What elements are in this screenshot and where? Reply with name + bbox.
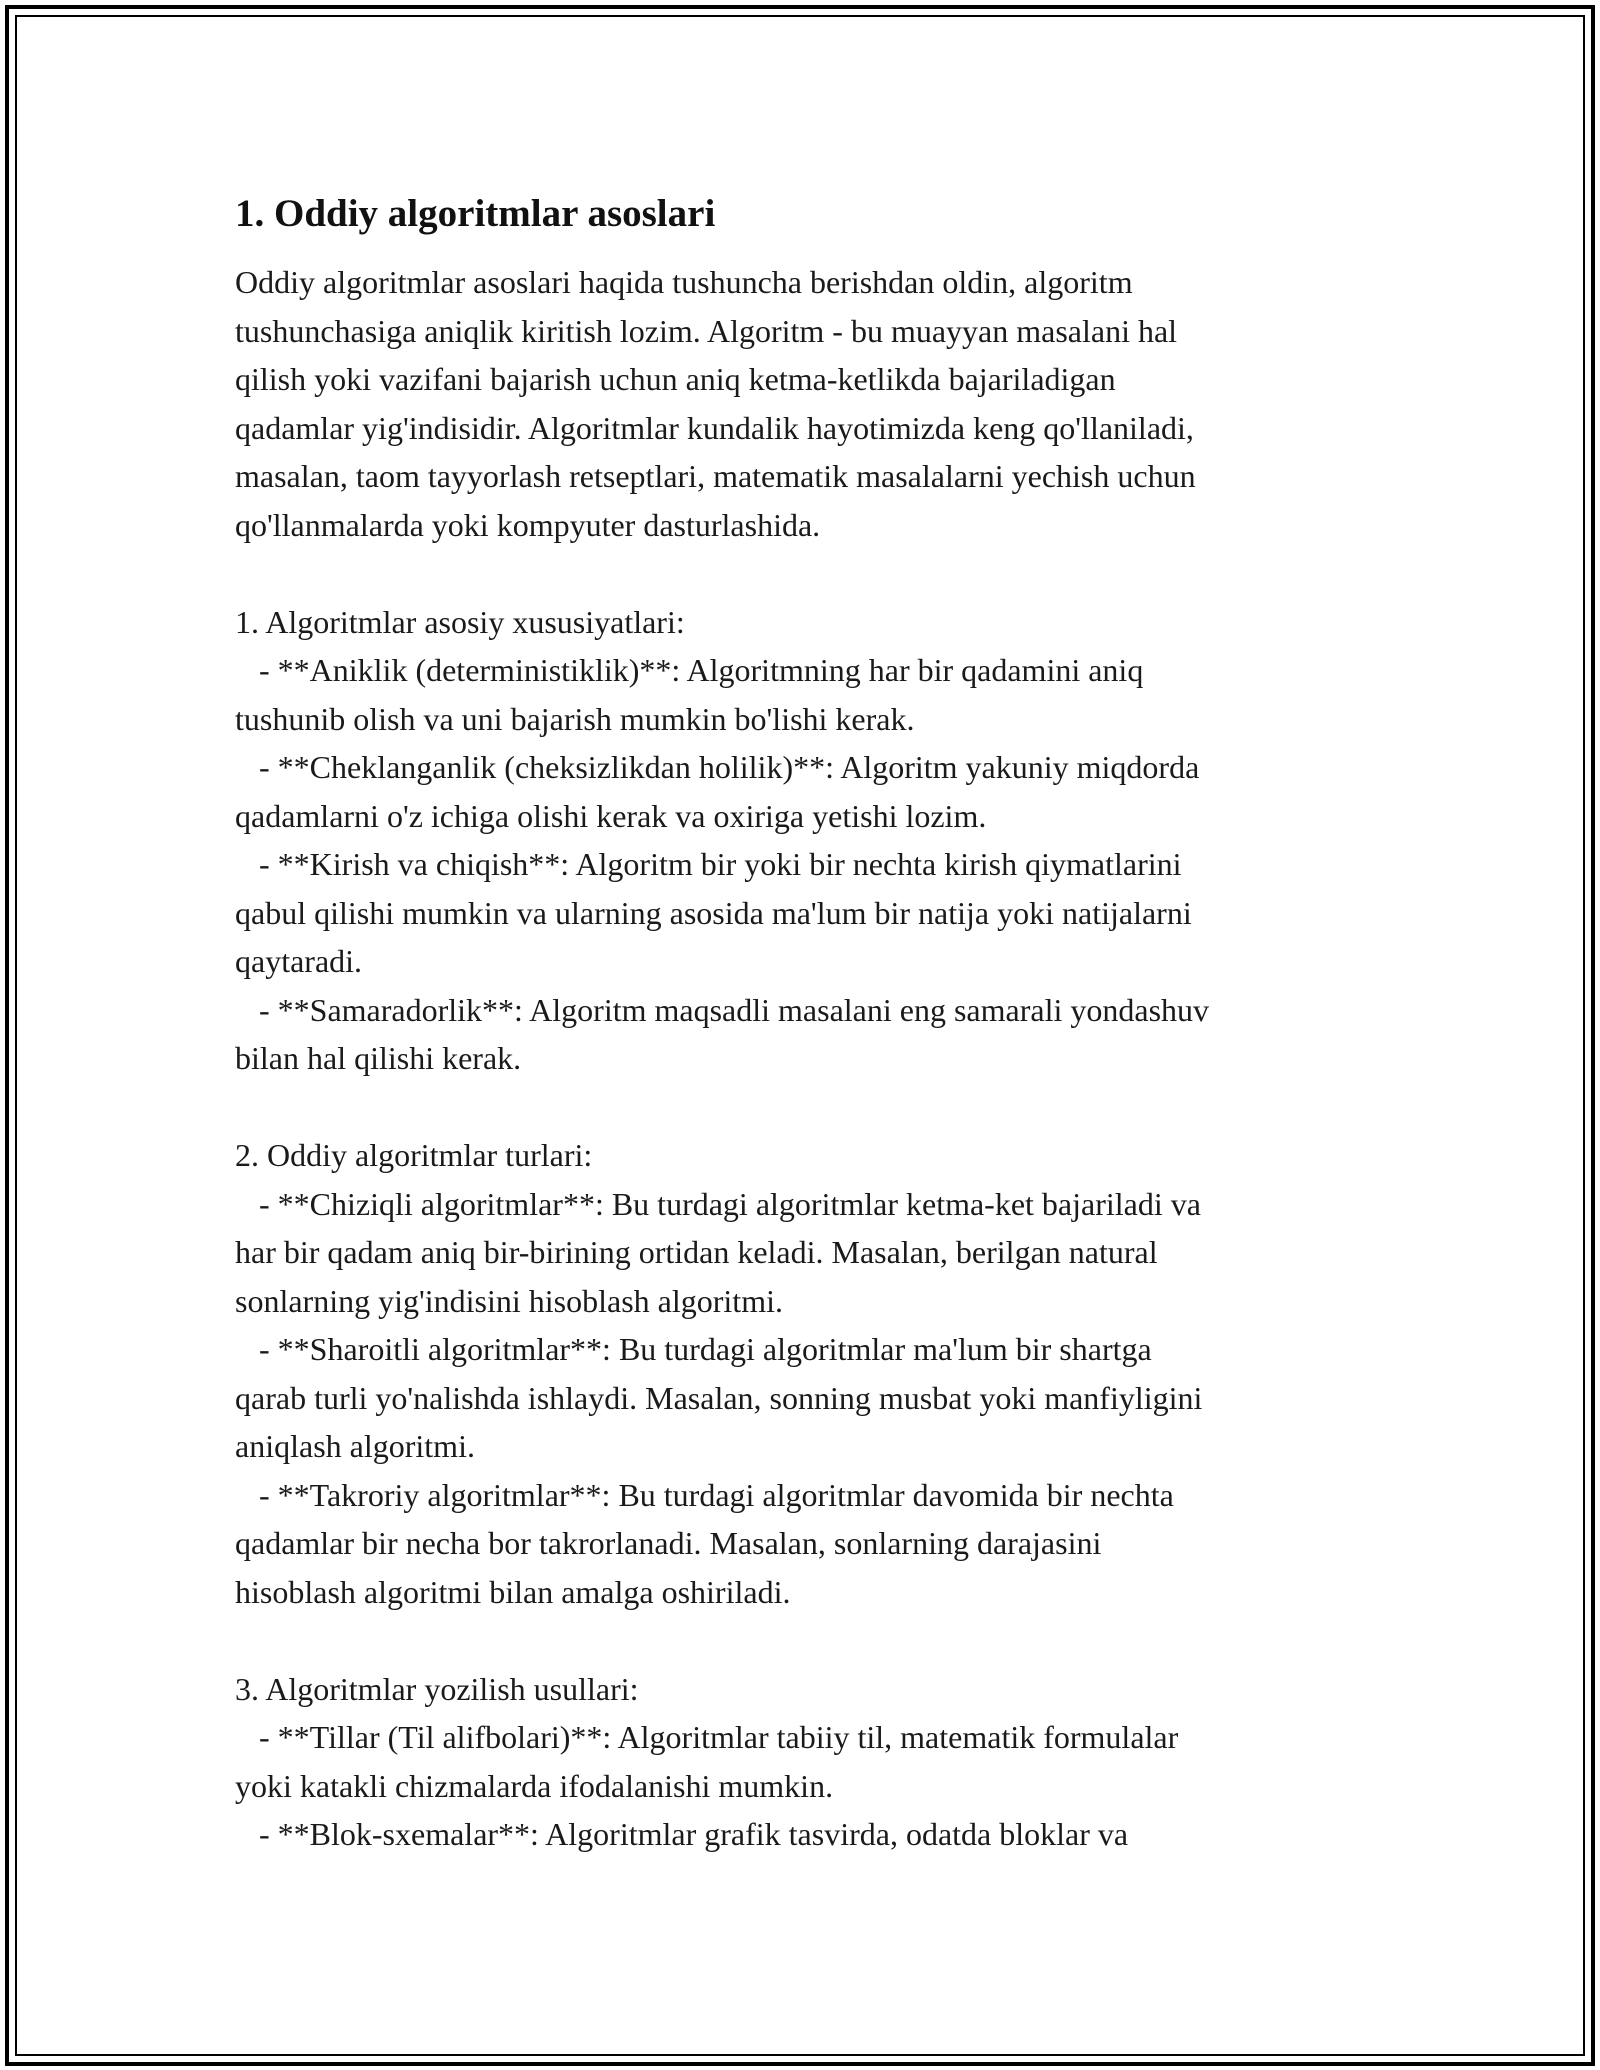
document-content [235,186,1370,1859]
document-title: 1. Oddiy algoritmlar asoslari [235,192,716,235]
document-body: Oddiy algoritmlar asoslari haqida tushuncha berishdan oldin, algoritm tushunchasiga aniqlik kiritish lozim. Algoritm - bu muayyan masalani hal qilish yoki vazifani bajarish uchun aniq ketma-ketlikda bajariladigan qadamlar yig'indisidir. Algoritmlar kundalik hayotimizda keng qo'llaniladi, masalan, taom tayyorlash retseptlari, matematik masalalarni yechish uchun qo'llanmalarda yoki kompyuter dasturlashida. 1. Algoritmlar asosiy xususiyatlari: - **Aniklik (deterministiklik)**: Algoritmning har bir qadamini aniq tushunib olish va uni bajarish mumkin bo'lishi kerak. - **Cheklanganlik (cheksizlikdan holilik)**: Algoritm yakuniy miqdorda qadamlarni o'z ichiga olishi kerak va oxiriga yetishi lozim. - **Kirish va chiqish**: Algoritm bir yoki bir nechta kirish qiymatlarini qabul qilishi mumkin va ularning asosida ma'lum bir natija yoki natijalarni qaytaradi. - **Samaradorlik**: Algoritm maqsadli masalani eng samarali yondashuv bilan hal qilishi kerak. 2. Oddiy algoritmlar turlari: - **Chiziqli algoritmlar**: Bu turdagi algoritmlar ketma-ket bajariladi va har bir qadam aniq bir-birining ortidan keladi. Masalan, berilgan natural sonlarning yig'indisini hisoblash algoritmi. - **Sharoitli algoritmlar**: Bu turdagi algoritmlar ma'lum bir shartga qarab turli yo'nalishda ishlaydi. Masalan, sonning musbat yoki manfiyligini aniqlash algoritmi. - **Takroriy algoritmlar**: Bu turdagi algoritmlar davomida bir nechta qadamlar bir necha bor takrorlanadi. Masalan, sonlarning darajasini hisoblash algoritmi bilan amalga oshiriladi. 3. Algoritmlar yozilish usullari: - **Tillar (Til alifbolari)**: Algoritmlar tabiiy til, matematik formulalar yoki katakli chizmalarda ifodalanishi mumkin. - **Blok-sxemalar**: Algoritmlar grafik tasvirda, odatda bloklar va [235,264,1210,1852]
